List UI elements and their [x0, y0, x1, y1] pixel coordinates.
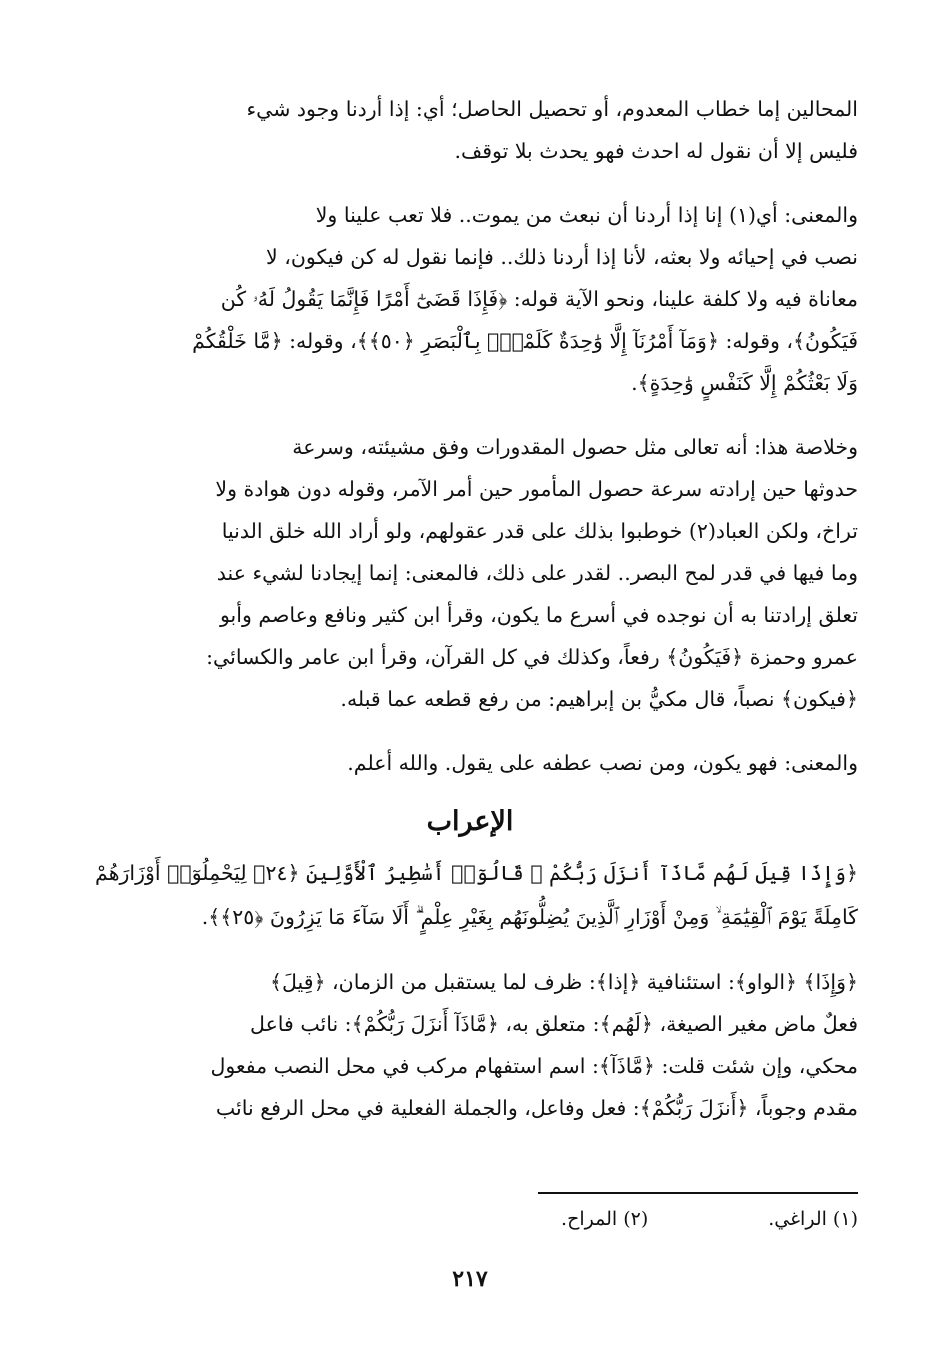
- verse-line: ﴿وَإِذَا قِيلَ لَهُم مَّاذَآ أَنزَلَ رَبُّكُمْ ۙ قَالُوٓا۟ أَسَٰطِيرُ ٱلْأَوَّلِينَ ﴿٢٤﴾ لِيَحْمِلُوٓا۟ أَوْزَارَهُمْ: [95, 861, 858, 885]
- text-line: والمعنى: أي(١) إنا إذا أردنا أن نبعث من يموت.. فلا تعب علينا ولا: [315, 203, 858, 227]
- quran-verse: [82, 851, 858, 939]
- text-line: وما فيها في قدر لمح البصر.. لقدر على ذلك، فالمعنى: إنما إيجادنا لشيء عند: [216, 561, 858, 585]
- section-heading: الإعراب: [426, 806, 514, 837]
- verse-line: كَامِلَةً يَوْمَ ٱلْقِيَٰمَةِ ۙ وَمِنْ أَوْزَارِ ٱلَّذِينَ يُضِلُّونَهُم بِغَيْرِ عِلْمٍ ۗ أَلَا سَآءَ مَا يَزِرُونَ ﴿٢٥﴾﴾.: [201, 905, 858, 929]
- text-line: فعلٌ ماض مغير الصيغة، ﴿لَهُم﴾: متعلق به، ﴿مَّاذَآ أَنزَلَ رَبُّكُمْ﴾: نائب فاعل: [250, 1012, 858, 1036]
- paragraph-grammar: [82, 961, 858, 1129]
- paragraph-summary: [82, 426, 858, 720]
- text-line: محكي، وإن شئت قلت: ﴿مَّاذَآ﴾: اسم استفهام مركب في محل النصب مفعول: [210, 1054, 858, 1078]
- footnote-2: (٢) المراح.: [561, 1208, 649, 1230]
- footnote-1: (١) الراغي.: [768, 1208, 858, 1230]
- footnotes: [82, 1208, 858, 1230]
- text-line: تعلق إرادتنا به أن نوجده في أسرع ما يكون، وقرأ ابن كثير ونافع وعاصم وأبو: [219, 603, 858, 627]
- text-line: والمعنى: فهو يكون، ومن نصب عطفه على يقول. والله أعلم.: [347, 751, 858, 775]
- text-line: نصب في إحيائه ولا بعثه، لأنا إذا أردنا ذلك.. فإنما نقول له كن فيكون، لا: [266, 245, 858, 269]
- text-line: وخلاصة هذا: أنه تعالى مثل حصول المقدورات وفق مشيئته، وسرعة: [292, 435, 858, 459]
- paragraph-intro: [82, 88, 858, 172]
- page-number: ٢١٧: [452, 1266, 488, 1292]
- text-line: تراخ، ولكن العباد(٢) خوطبوا بذلك على قدر عقولهم، ولو أراد الله خلق الدنيا: [221, 519, 858, 543]
- paragraph-meaning: [82, 194, 858, 404]
- text-line: مقدم وجوباً، ﴿أَنزَلَ رَبُّكُمْ﴾: فعل وفاعل، والجملة الفعلية في محل الرفع نائب: [215, 1096, 858, 1120]
- text-line: عمرو وحمزة ﴿فَيَكُونُ﴾ رفعاً، وكذلك في كل القرآن، وقرأ ابن عامر والكسائي:: [206, 645, 858, 669]
- text-line: المحالين إما خطاب المعدوم، أو تحصيل الحاصل؛ أي: إذا أردنا وجود شيء: [246, 97, 858, 121]
- text-line: وَلَا بَعْثُكُمْ إِلَّا كَنَفْسٍ وَٰحِدَةٍ﴾.: [631, 371, 858, 395]
- text-line: ﴿فيكون﴾ نصباً، قال مكيُّ بن إبراهيم: من رفع قطعه عما قبله.: [340, 687, 858, 711]
- footnote-divider: [538, 1192, 858, 1194]
- text-line: حدوثها حين إرادته سرعة حصول المأمور حين أمر الآمر، وقوله دون هوادة ولا: [215, 477, 858, 501]
- text-line: معاناة فيه ولا كلفة علينا، ونحو الآية قوله: ﴿فَإِذَا قَضَىٰٓ أَمْرًا فَإِنَّمَا يَقُولُ لَهُۥ كُن: [220, 287, 858, 311]
- paragraph-conclusion: [82, 742, 858, 784]
- text-line: فليس إلا أن نقول له احدث فهو يحدث بلا توقف.: [454, 139, 858, 163]
- text-line: ﴿وَإِذَا﴾ ﴿الواو﴾: استئنافية ﴿إذا﴾: ظرف لما يستقبل من الزمان، ﴿قِيلَ﴾: [269, 970, 858, 994]
- text-line: فَيَكُونُ﴾، وقوله: ﴿وَمَآ أَمْرُنَآ إِلَّا وَٰحِدَةٌ كَلَمْحٍۭ بِٱلْبَصَرِ ﴿٥٠﴾﴾، وقوله: ﴿مَّا خَلْقُكُمْ: [192, 329, 858, 353]
